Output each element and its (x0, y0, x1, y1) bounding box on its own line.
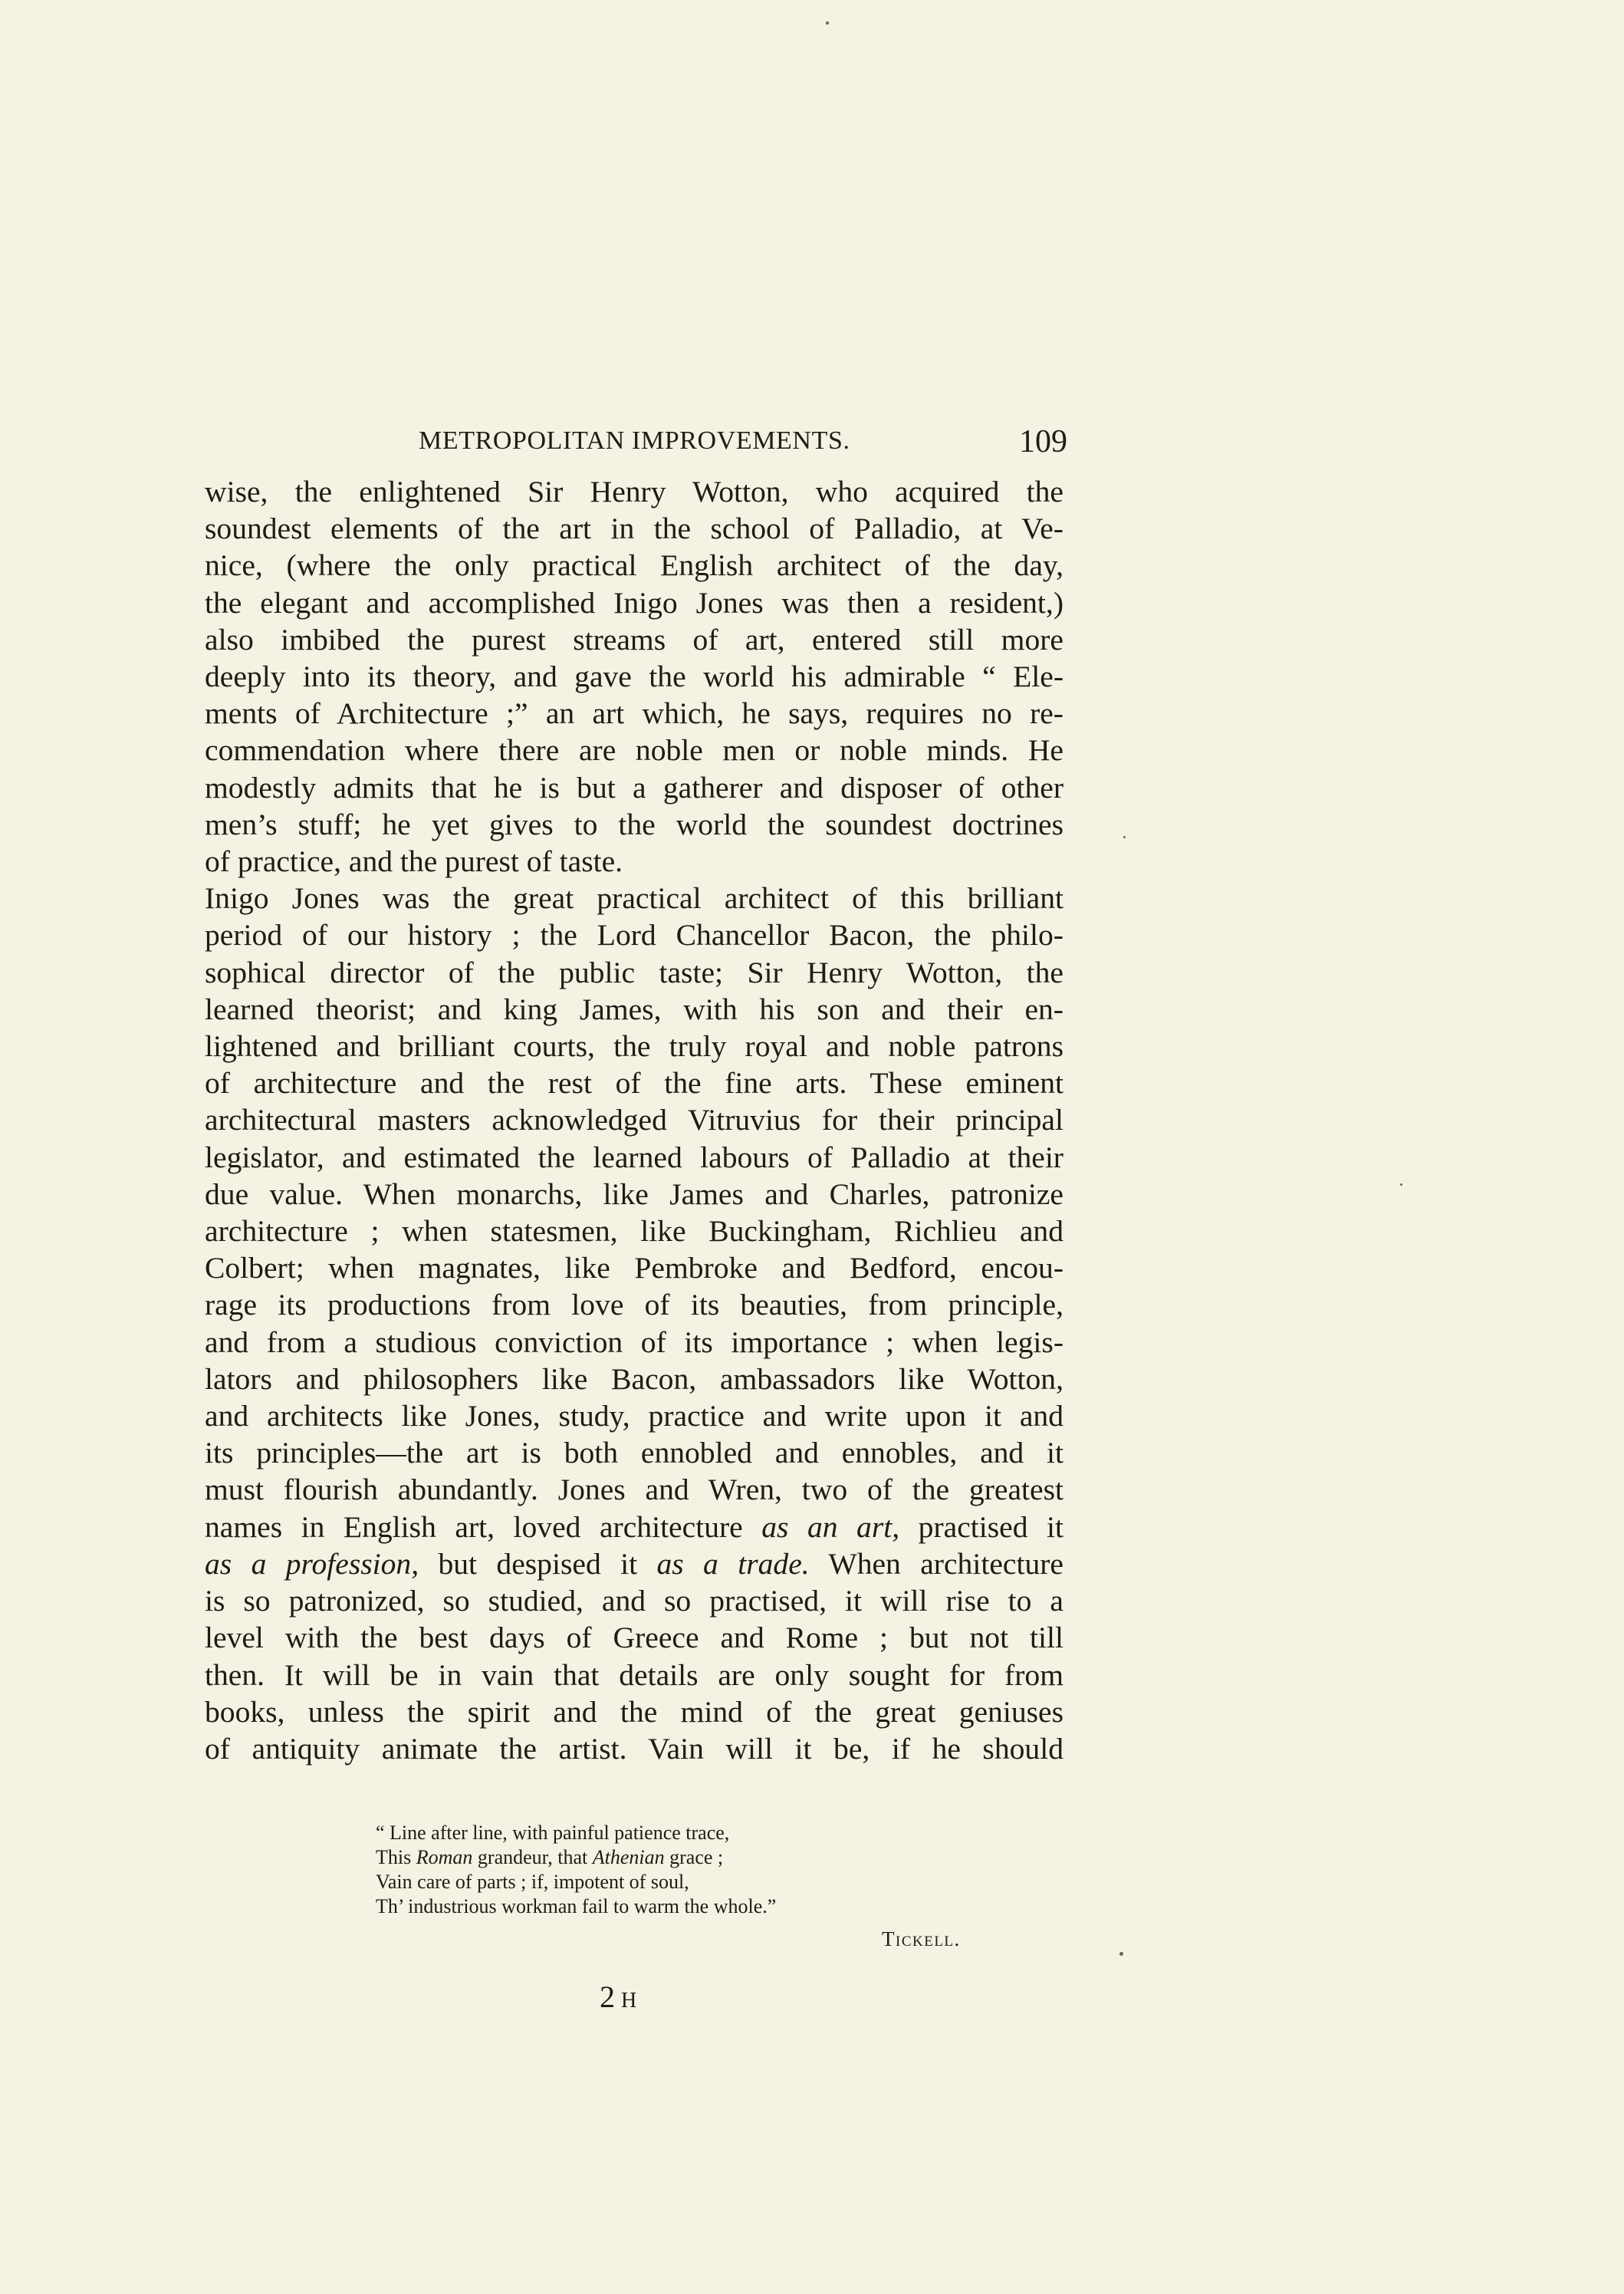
body-line: its principles—the art is both ennobled and ennobles, and it (205, 1436, 1063, 1470)
body-line: men’s stuff; he yet gives to the world the soundest doctrines (205, 807, 1063, 841)
body-line: the elegant and accomplished Inigo Jones was then a resident,) (205, 585, 1063, 620)
body-line: legislator, and estimated the learned labours of Palladio at their (205, 1140, 1063, 1174)
paper-speck (1123, 836, 1126, 838)
italic-run: as a trade. (656, 1546, 810, 1581)
italic-run: as an art, (761, 1509, 900, 1544)
printer-signature (600, 1979, 636, 2015)
body-line: modestly admits that he is but a gatherer and disposer of other (205, 770, 1063, 805)
body-line: level with the best days of Greece and Rome ; but not till (205, 1621, 1063, 1655)
paper-speck (1400, 1183, 1402, 1186)
body-line: and architects like Jones, study, practice and write upon it and (205, 1399, 1063, 1433)
text-run: practised it (899, 1509, 1064, 1544)
body-line: rage its productions from love of its beauties, from principle, (205, 1288, 1063, 1322)
body-line: architectural masters acknowledged Vitruvius for their principal (205, 1103, 1063, 1137)
body-line: then. It will be in vain that details are only sought for from (205, 1657, 1063, 1692)
body-line: due value. When monarchs, like James and Charles, patronize (205, 1177, 1063, 1211)
body-line-with-italic (205, 1509, 1063, 1545)
italic-run: Athenian (592, 1846, 665, 1868)
body-text (205, 473, 1063, 1767)
quote-line: “ Line after line, with painful patience trace, (376, 1822, 730, 1844)
body-line: sophical director of the public taste; Sir Henry Wotton, the (205, 955, 1063, 989)
body-line: period of our history ; the Lord Chancellor Bacon, the philo- (205, 918, 1063, 953)
running-head: METROPOLITAN IMPROVEMENTS. (419, 426, 850, 455)
body-line: soundest elements of the art in the school of Palladio, at Ve- (205, 512, 1063, 546)
body-line: wise, the enlightened Sir Henry Wotton, who acquired the (205, 475, 1063, 508)
body-line: books, unless the spirit and the mind of the great geniuses (205, 1694, 1063, 1729)
verse-quotation (376, 1821, 989, 1919)
quote-attribution: Tickell. (882, 1927, 961, 1950)
body-line: nice, (where the only practical English architect of the day, (205, 548, 1063, 583)
text-run: grandeur, that (472, 1846, 593, 1868)
body-line: ments of Architecture ;” an art which, he says, requires no re- (205, 696, 1063, 731)
text-run: This (376, 1846, 416, 1868)
page-header (419, 423, 1067, 466)
body-line: and from a studious conviction of its importance ; when legis- (205, 1325, 1063, 1359)
body-line: must flourish abundantly. Jones and Wren, two of the greatest (205, 1473, 1063, 1507)
italic-run: as a profession, (205, 1546, 419, 1581)
body-line: lators and philosophers like Bacon, ambassadors like Wotton, (205, 1361, 1063, 1396)
quote-line (376, 1845, 989, 1870)
text-run: names in English art, loved architecture (205, 1509, 762, 1544)
body-line: also imbibed the purest streams of art, entered still more (205, 622, 1063, 657)
body-line: deeply into its theory, and gave the world his admirable “ Ele- (205, 660, 1063, 694)
body-line: is so patronized, so studied, and so practised, it will rise to a (205, 1584, 1063, 1618)
body-line: of practice, and the purest of taste. (205, 844, 623, 879)
signature-letter: H (621, 1989, 637, 2013)
body-line: of antiquity animate the artist. Vain will it be, if he should (205, 1731, 1063, 1766)
italic-run: Roman (416, 1846, 473, 1868)
body-line: architecture ; when statesmen, like Buckingham, Richlieu and (205, 1214, 1063, 1249)
body-line: lightened and brilliant courts, the truly royal and noble patrons (205, 1029, 1063, 1064)
text-run: When architecture (809, 1546, 1063, 1581)
quote-line: Th’ industrious workman fail to warm the whole.” (376, 1895, 777, 1917)
signature-number: 2 (600, 1980, 615, 2014)
body-line: Colbert; when magnates, like Pembroke and Bedford, encou- (205, 1251, 1063, 1285)
paper-speck (826, 21, 829, 25)
paper-speck (1119, 1952, 1123, 1956)
text-run: but despised it (419, 1546, 657, 1581)
body-line: of architecture and the rest of the fine arts. These eminent (205, 1066, 1063, 1101)
body-line: Inigo Jones was the great practical architect of this brilliant (205, 881, 1063, 916)
quote-line: Vain care of parts ; if, impotent of soul, (376, 1871, 689, 1893)
body-line: learned theorist; and king James, with his son and their en- (205, 992, 1063, 1026)
body-line-with-italic (205, 1545, 1063, 1582)
body-line: commendation where there are noble men or noble minds. He (205, 733, 1063, 768)
text-run: grace ; (664, 1846, 724, 1868)
page-number: 109 (1019, 424, 1067, 459)
